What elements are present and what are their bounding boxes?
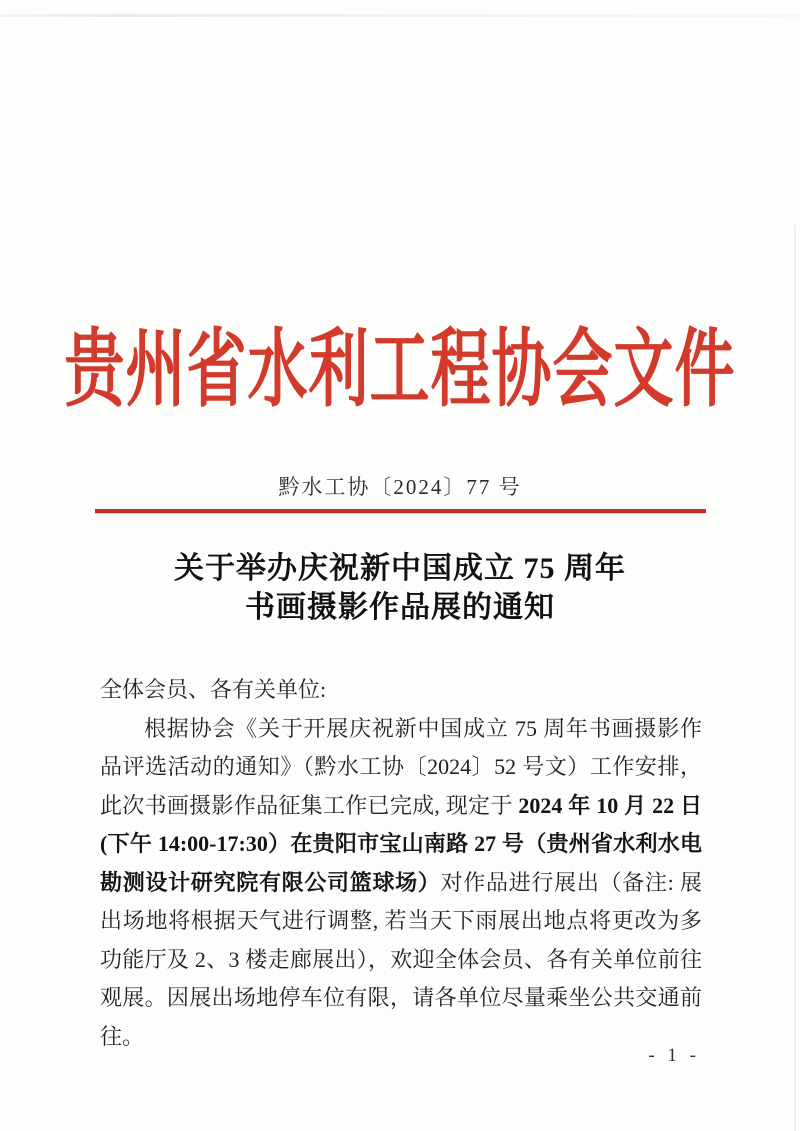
paragraph-segment-regular-2: 对作品进行展出（备注: 展出场地将根据天气进行调整, 若当天下雨展出地点将更改为多功能厅及 2、3 楼走廊展出），欢迎全体会员、各有关单位前往观展。因展出场地停车位有限，请各单位尽量乘坐公共交通前往。	[100, 869, 702, 1049]
paragraph-segment-regular-1: 根据协会《关于开展庆祝新中国成立 75 周年书画摄影作品评选活动的通知》（黔水工协〔2024〕52 号文）工作安排，此次书画摄影作品征集工作已完成, 现定于	[100, 715, 702, 818]
letterhead-title: 贵州省水利工程协会文件	[64, 323, 736, 418]
document-body	[100, 671, 702, 1056]
body-paragraph	[100, 710, 702, 1057]
red-divider-line	[95, 509, 706, 513]
paragraph-segment-bold: 2024 年 10 月 22 日(下午 14:00-17:30）在贵阳市宝山南路 27 号（贵州省水利水电勘测设计研究院有限公司篮球场）	[100, 792, 702, 895]
document-title-line-1: 关于举办庆祝新中国成立 75 周年	[174, 552, 626, 585]
document-title-line-2: 书画摄影作品展的通知	[245, 591, 555, 624]
page-number: - 1 -	[648, 1045, 700, 1066]
document-title	[0, 549, 800, 627]
document-number: 黔水工协〔2024〕77 号	[278, 475, 522, 499]
scan-artifact-top-line	[0, 14, 800, 17]
salutation: 全体会员、各有关单位:	[100, 677, 327, 702]
